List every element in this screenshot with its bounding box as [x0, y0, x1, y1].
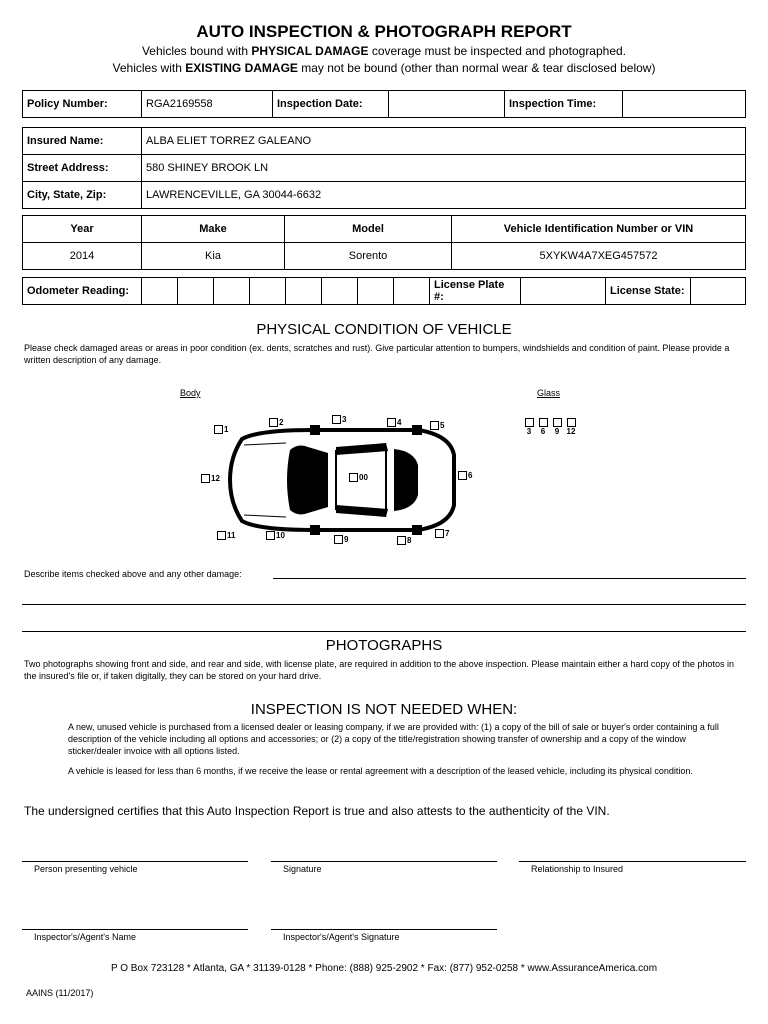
policy-number-field[interactable]: RGA2169558 — [142, 91, 273, 118]
body-checkbox-7[interactable]: 7 — [435, 529, 449, 538]
odometer-digit[interactable] — [286, 278, 322, 305]
relationship-label: Relationship to Insured — [531, 864, 624, 874]
checkbox-icon — [387, 418, 396, 427]
year-field[interactable]: 2014 — [23, 243, 142, 270]
model-label: Model — [285, 216, 452, 243]
checkbox-icon — [539, 418, 548, 427]
person-presenting-line[interactable] — [22, 861, 248, 862]
odometer-table — [22, 277, 746, 305]
body-checkbox-12[interactable]: 12 — [201, 474, 220, 483]
car-diagram — [228, 425, 460, 535]
body-checkbox-3[interactable]: 3 — [332, 415, 346, 424]
header-line-1: Vehicles bound with PHYSICAL DAMAGE coverage must be inspected and photographed. — [141, 44, 627, 58]
checkbox-icon — [266, 531, 275, 540]
form-id: AAINS (11/2017) — [26, 988, 94, 998]
body-checkbox-6[interactable]: 6 — [458, 471, 472, 480]
license-state-field[interactable] — [691, 278, 746, 305]
person-presenting-label: Person presenting vehicle — [34, 864, 138, 874]
city-state-zip-field[interactable]: LAWRENCEVILLE, GA 30044-6632 — [142, 182, 746, 209]
describe-label: Describe items checked above and any other damage: — [24, 569, 242, 579]
not-needed-item-1: A new, unused vehicle is purchased from a licensed dealer or leasing company, if we are provided with: (1) a copy of the bill of sale or buyer's order containing a full description of the vehicle including all options and accessories; or (2) a copy of the title/registration showing transfer of ownership and a copy of the window sticker/dealer invoice with all options listed. — [68, 722, 719, 756]
agent-name-label: Inspector's/Agent's Name — [34, 932, 136, 942]
odometer-digit[interactable] — [322, 278, 358, 305]
photographs-heading: PHOTOGRAPHS — [325, 637, 443, 654]
policy-table — [22, 90, 746, 118]
year-label: Year — [23, 216, 142, 243]
checkbox-icon — [201, 474, 210, 483]
describe-line-3[interactable] — [22, 631, 746, 632]
glass-checkbox-9[interactable]: 9 — [551, 418, 563, 436]
glass-label: Glass — [537, 388, 561, 398]
describe-line-2[interactable] — [22, 604, 746, 605]
inspection-date-label: Inspection Date: — [273, 91, 389, 118]
odometer-digit[interactable] — [250, 278, 286, 305]
odometer-digit[interactable] — [394, 278, 430, 305]
insured-name-field[interactable]: ALBA ELIET TORREZ GALEANO — [142, 128, 746, 155]
make-label: Make — [142, 216, 285, 243]
policy-number-label: Policy Number: — [23, 91, 142, 118]
relationship-line[interactable] — [519, 861, 746, 862]
checkbox-icon — [334, 535, 343, 544]
checkbox-icon — [332, 415, 341, 424]
checkbox-icon — [269, 418, 278, 427]
agent-signature-label: Inspector's/Agent's Signature — [283, 932, 400, 942]
photographs-text: Two photographs showing front and side, and rear and side, with license plate, are required in addition to the above inspection. Please maintain either a hard copy of the photos in the insured's file or, if taken digitally, they can be stored on your hard drive. — [24, 659, 734, 681]
odometer-digit[interactable] — [178, 278, 214, 305]
checkbox-icon — [349, 473, 358, 482]
condition-instructions: Please check damaged areas or areas in poor condition (ex. dents, scratches and rust). Give particular attention to bumpers, windshields and condition of paint. Please provide a written description of any damage. — [24, 343, 730, 365]
body-checkbox-10[interactable]: 10 — [266, 531, 285, 540]
body-checkbox-4[interactable]: 4 — [387, 418, 401, 427]
checkbox-icon — [217, 531, 226, 540]
checkbox-icon — [435, 529, 444, 538]
condition-heading: PHYSICAL CONDITION OF VEHICLE — [256, 321, 512, 338]
license-plate-label: License Plate #: — [430, 278, 521, 305]
body-checkbox-2[interactable]: 2 — [269, 418, 283, 427]
odometer-label: Odometer Reading: — [23, 278, 142, 305]
glass-checkbox-6[interactable]: 6 — [537, 418, 549, 436]
odometer-digit[interactable] — [142, 278, 178, 305]
not-needed-item-2: A vehicle is leased for less than 6 months, if we receive the lease or rental agreement with a description of the leased vehicle, including its physical condition. — [68, 766, 693, 776]
checkbox-icon — [397, 536, 406, 545]
vehicle-table — [22, 215, 746, 270]
checkbox-icon — [567, 418, 576, 427]
body-checkbox-5[interactable]: 5 — [430, 421, 444, 430]
header-line-2: Vehicles with EXISTING DAMAGE may not be bound (other than normal wear & tear disclosed below) — [112, 61, 656, 75]
footer-address: P O Box 723128 * Atlanta, GA * 31139-0128 * Phone: (888) 925-2902 * Fax: (877) 952-0258 * www.AssuranceAmerica.com — [110, 963, 658, 974]
checkbox-icon — [525, 418, 534, 427]
city-state-zip-label: City, State, Zip: — [23, 182, 142, 209]
body-checkbox-11[interactable]: 11 — [217, 531, 235, 540]
street-address-field[interactable]: 580 SHINEY BROOK LN — [142, 155, 746, 182]
inspection-date-field[interactable] — [389, 91, 505, 118]
body-checkbox-1[interactable]: 1 — [214, 425, 228, 434]
insured-table — [22, 127, 746, 209]
vin-field[interactable]: 5XYKW4A7XEG457572 — [452, 243, 746, 270]
glass-checkbox-group — [523, 418, 577, 436]
agent-signature-line[interactable] — [271, 929, 497, 930]
signature-label: Signature — [283, 864, 322, 874]
inspection-time-label: Inspection Time: — [505, 91, 623, 118]
make-field[interactable]: Kia — [142, 243, 285, 270]
glass-checkbox-3[interactable]: 3 — [523, 418, 535, 436]
license-state-label: License State: — [606, 278, 691, 305]
license-plate-field[interactable] — [521, 278, 606, 305]
body-checkbox-00[interactable]: 00 — [349, 473, 368, 482]
body-checkbox-8[interactable]: 8 — [397, 536, 411, 545]
insured-name-label: Insured Name: — [23, 128, 142, 155]
report-title: AUTO INSPECTION & PHOTOGRAPH REPORT — [196, 22, 572, 41]
checkbox-icon — [430, 421, 439, 430]
model-field[interactable]: Sorento — [285, 243, 452, 270]
checkbox-icon — [553, 418, 562, 427]
signature-line[interactable] — [271, 861, 497, 862]
agent-name-line[interactable] — [22, 929, 248, 930]
body-checkbox-9[interactable]: 9 — [334, 535, 348, 544]
vin-label: Vehicle Identification Number or VIN — [452, 216, 746, 243]
glass-checkbox-12[interactable]: 12 — [565, 418, 577, 436]
street-address-label: Street Address: — [23, 155, 142, 182]
inspection-time-field[interactable] — [623, 91, 746, 118]
odometer-digit[interactable] — [214, 278, 250, 305]
not-needed-heading: INSPECTION IS NOT NEEDED WHEN: — [250, 701, 518, 718]
checkbox-icon — [214, 425, 223, 434]
checkbox-icon — [458, 471, 467, 480]
odometer-digit[interactable] — [358, 278, 394, 305]
describe-line-1[interactable] — [273, 578, 746, 579]
certification-text: The undersigned certifies that this Auto Inspection Report is true and also attests to the authenticity of the VIN. — [24, 804, 610, 818]
body-label: Body — [180, 388, 201, 398]
